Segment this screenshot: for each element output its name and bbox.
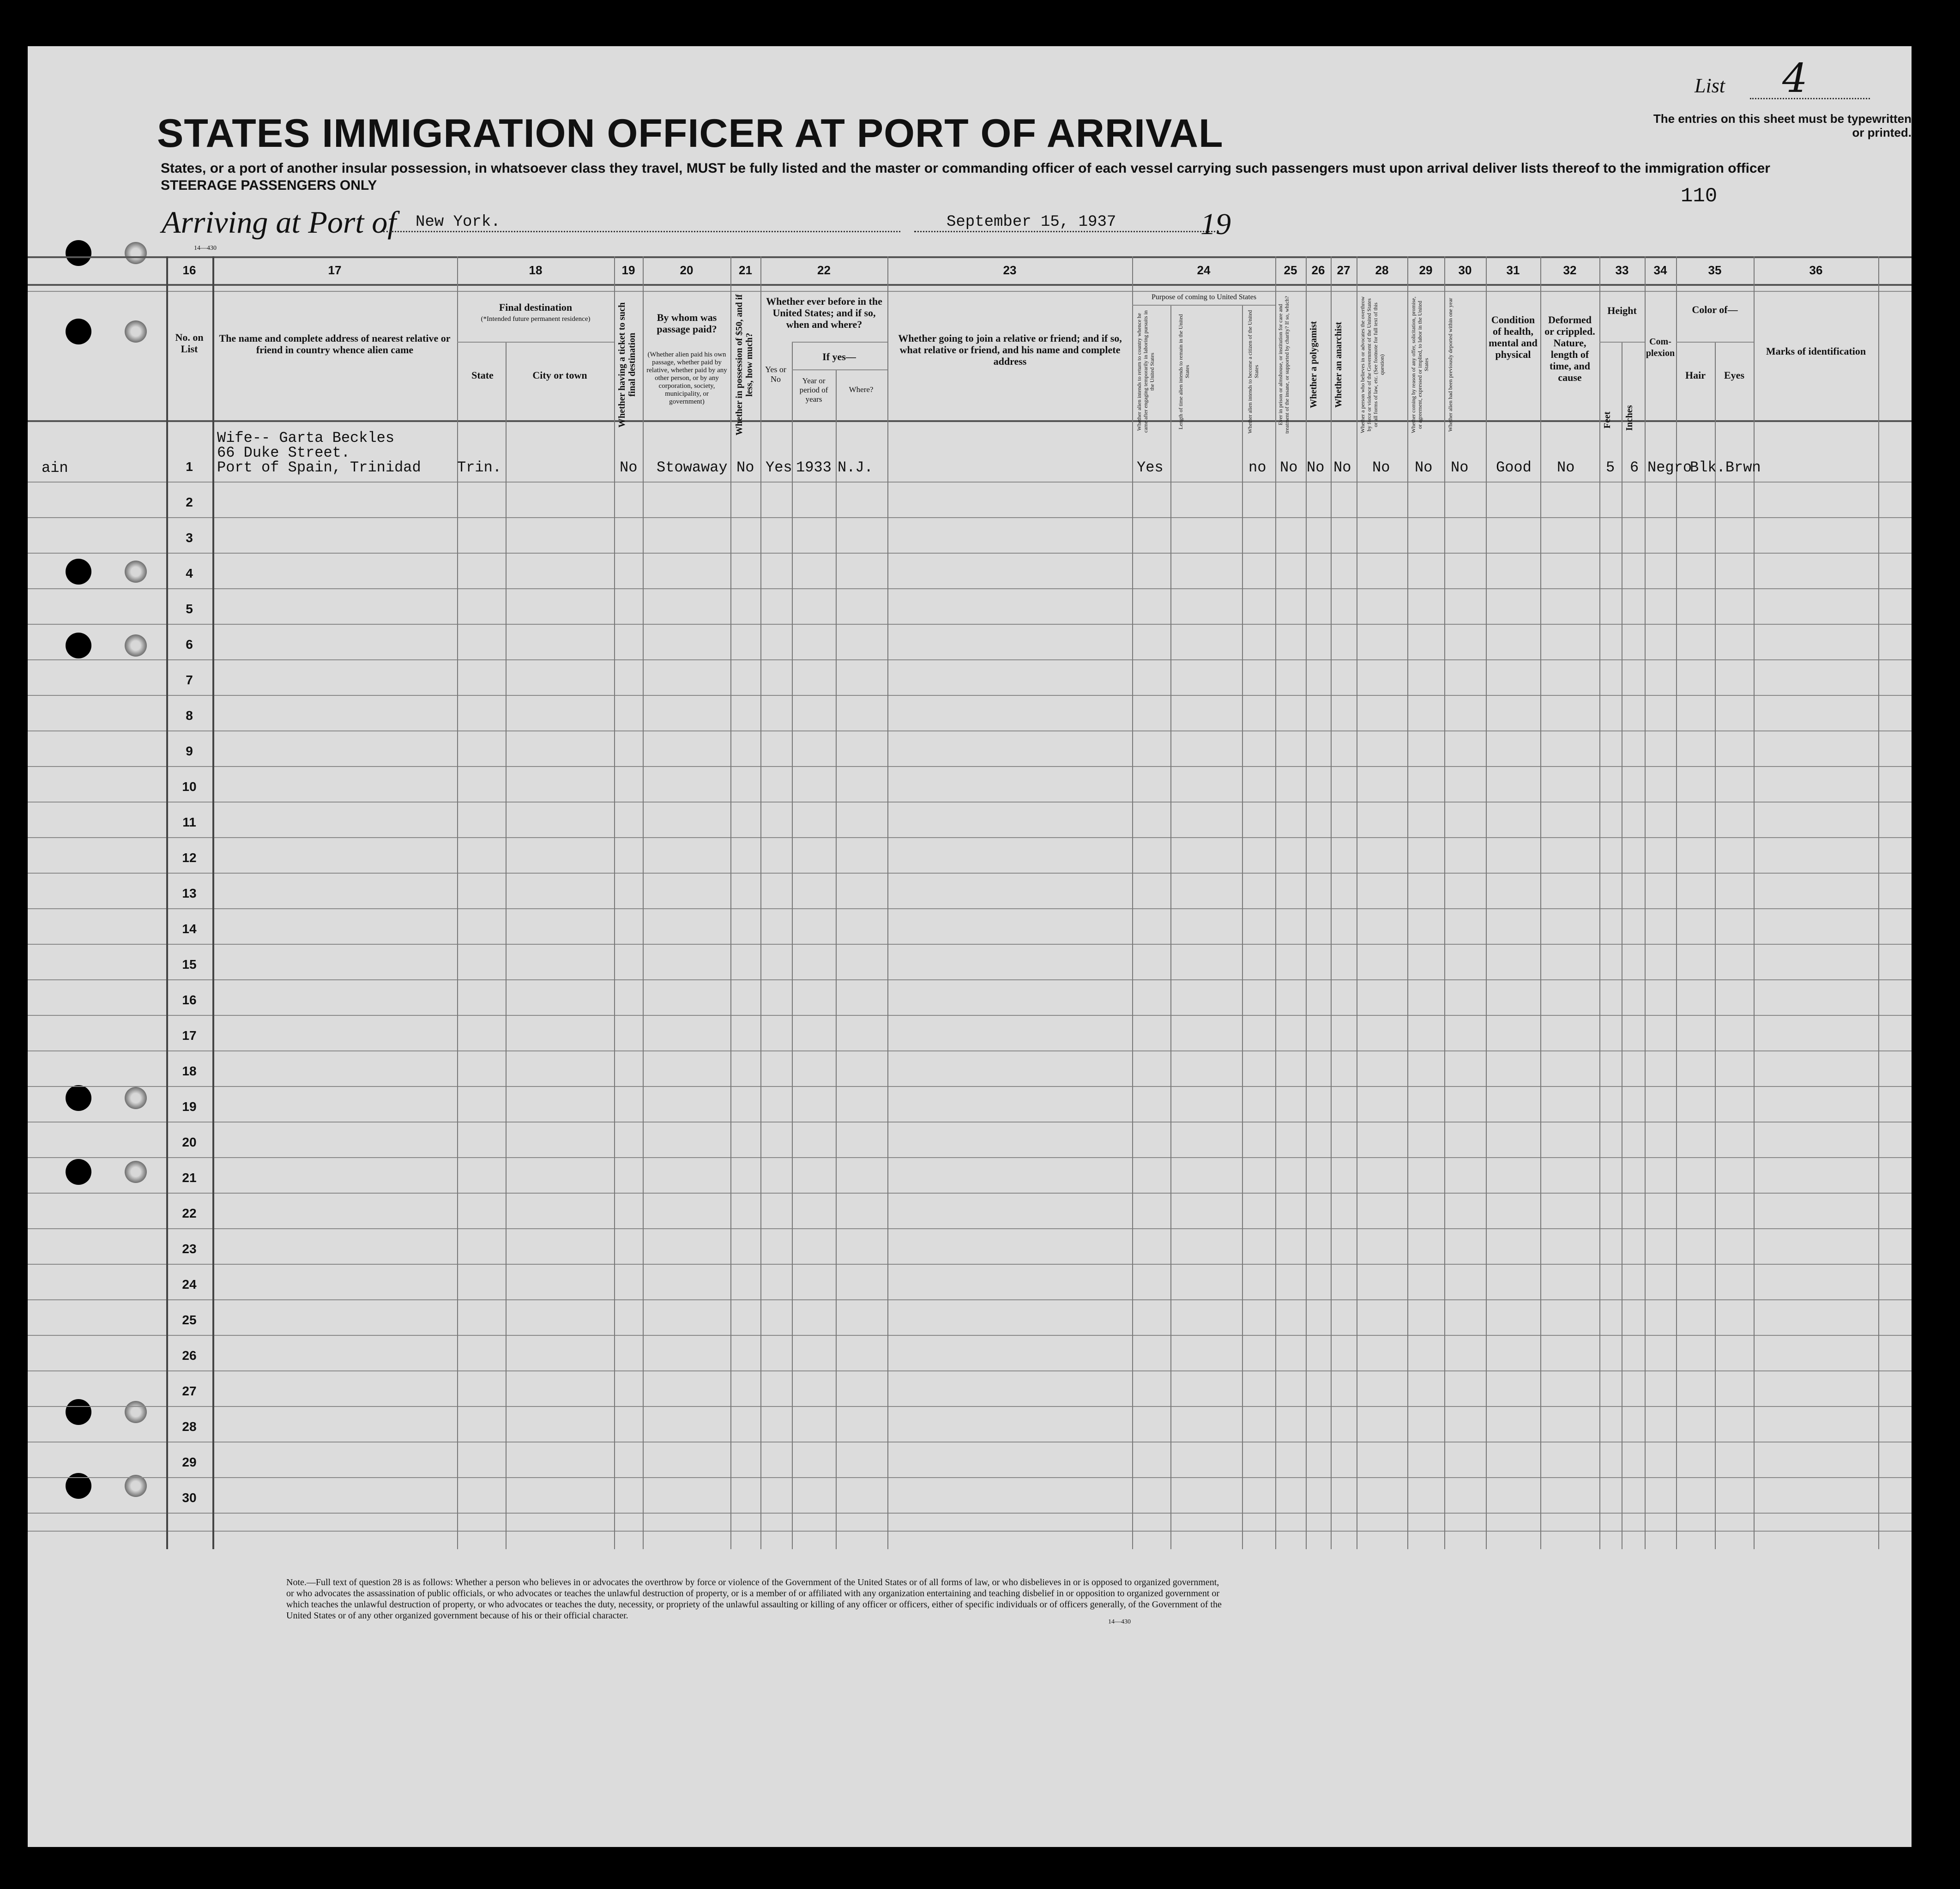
- row-number: 30: [182, 1491, 197, 1505]
- entry-relative-line3: Port of Spain, Trinidad: [217, 459, 421, 476]
- col-num-36: 36: [1809, 263, 1823, 277]
- header-final-destination-note: (*Intended future permanent residence): [481, 315, 591, 323]
- header-overthrow: Whether a person who believes in or advocates the overthrow by force or violence of the Government of the United States or all forms of law, etc. (See footnote for full text of this question): [1359, 296, 1385, 434]
- entry-citizen: no: [1248, 459, 1266, 476]
- grid-rule: [28, 1228, 1912, 1229]
- grid-rule: [887, 256, 888, 1549]
- grid-rule: [1540, 256, 1541, 1549]
- grid-rule: [28, 624, 1912, 625]
- row-number: 5: [186, 602, 193, 616]
- grid-rule: [28, 1264, 1912, 1265]
- col-num-24: 24: [1197, 263, 1211, 277]
- footnote: Note.—Full text of question 28 is as follows: Whether a person who believes in or advocates the overthrow by force or violence of the Government of the United States or of all forms of law, or who disbelieves in or is opposed to organized government, or who advocates the assassination of public officials, or who advocates or teaches the unlawful destruction of property, or is a member of or affiliated with any organization entertaining and teaching disbelief in or opposition to organized government or which teaches the unlawful destruction of property, or who advocates or teaches the duty, necessity, or propriety of the unlawful assaulting or killing of any officer or officers, either of specific individuals or of officers generally, of the Government of the United States or of any other organized government because of his or their official character.: [286, 1577, 1222, 1621]
- entry-hair-eyes: Blk.Brwn: [1690, 459, 1761, 476]
- entry-inches: 6: [1630, 459, 1639, 476]
- row-number: 19: [182, 1099, 197, 1114]
- row-number: 11: [182, 815, 196, 829]
- grid-rule: [28, 1370, 1912, 1371]
- row-number: 8: [186, 708, 193, 723]
- col-num-26: 26: [1311, 263, 1325, 277]
- entry-health: Good: [1496, 459, 1532, 476]
- header-yes-or-no: Yes or No: [765, 365, 786, 384]
- list-number: 4: [1782, 55, 1808, 102]
- grid-rule: [1486, 256, 1487, 1549]
- left-edge-fragment: ain: [42, 459, 68, 477]
- manifest-sheet: [28, 46, 1912, 1847]
- grid-rule: [614, 256, 615, 1549]
- header-offer: Whether coming by reason of any offer, solicitation, promise, or agreement, expressed or implied, to labor in the United States: [1410, 296, 1429, 433]
- grid-rule: [1275, 256, 1276, 1549]
- header-deported: Whether alien had been previously deported within one year: [1447, 298, 1453, 432]
- col-num-16: 16: [182, 263, 196, 277]
- page-title: STATES IMMIGRATION OFFICER AT PORT OF ARRIVAL: [157, 111, 1224, 156]
- col-num-17: 17: [328, 263, 342, 277]
- header-money: Whether in possession of $50, and if less, how much?: [734, 294, 754, 435]
- grid-rule: [28, 284, 1912, 286]
- grid-rule: [28, 588, 1912, 589]
- header-purpose-b: Length of time alien intends to remain in the United States: [1177, 314, 1190, 429]
- grid-rule: [28, 908, 1912, 909]
- header-feet: Feet: [1602, 411, 1612, 429]
- header-by-whom: By whom was passage paid?: [657, 312, 717, 335]
- footnote-code: 14—430: [1108, 1618, 1131, 1625]
- row-number: 7: [186, 673, 193, 687]
- entry-return-country: Yes: [1137, 459, 1164, 476]
- col-num-27: 27: [1337, 263, 1351, 277]
- col-num-22: 22: [817, 263, 831, 277]
- year-prefix: 19: [1200, 207, 1231, 241]
- grid-rule: [28, 695, 1912, 696]
- header-prison: Ever in prison or almshouse, or institution for care and treatment of the insane, or supported by charity? If so, which?: [1277, 296, 1290, 434]
- row-number: 6: [186, 637, 193, 652]
- header-polygamist: Whether a polygamist: [1309, 321, 1319, 409]
- grid-rule: [1754, 256, 1755, 1549]
- grid-rule: [1132, 305, 1275, 306]
- header-inches: Inches: [1624, 405, 1634, 431]
- header-complexion: Com-plexion: [1646, 337, 1675, 358]
- header-state: State: [471, 369, 494, 381]
- col-num-31: 31: [1506, 263, 1520, 277]
- col-num-18: 18: [529, 263, 543, 277]
- entry-year: 1933: [796, 459, 832, 476]
- header-eyes: Eyes: [1724, 369, 1744, 381]
- header-if-yes: If yes—: [822, 351, 856, 362]
- col-num-30: 30: [1458, 263, 1472, 277]
- row-number: 25: [182, 1313, 197, 1327]
- entry-polygamist: No: [1307, 459, 1325, 476]
- grid-rule: [457, 342, 614, 343]
- row-number: 12: [182, 851, 197, 865]
- header-marks: Marks of identification: [1766, 345, 1866, 357]
- grid-rule: [166, 256, 168, 1549]
- row-number: 13: [182, 886, 197, 900]
- header-where: Where?: [849, 385, 874, 394]
- entry-state: Trin.: [457, 459, 502, 476]
- grid-rule: [28, 873, 1912, 874]
- grid-rule: [28, 659, 1912, 660]
- entry-anarchist: No: [1333, 459, 1351, 476]
- header-height: Height: [1607, 305, 1637, 316]
- grid-rule: [28, 1157, 1912, 1158]
- row-number: 16: [182, 993, 197, 1007]
- entry-where: N.J.: [838, 459, 873, 476]
- grid-rule: [1599, 256, 1600, 1549]
- grid-rule: [28, 1086, 1912, 1087]
- grid-rule: [760, 256, 761, 1549]
- grid-rule: [28, 766, 1912, 767]
- header-join-relative: Whether going to join a relative or friend; and if so, what relative or friend, and his name and complete address: [898, 332, 1122, 367]
- grid-rule: [1444, 256, 1445, 1549]
- col-num-25: 25: [1284, 263, 1297, 277]
- grid-rule: [730, 256, 731, 1549]
- grid-rule: [1645, 256, 1646, 1549]
- grid-rule: [28, 802, 1912, 803]
- entry-relative-line2: 66 Duke Street.: [217, 444, 350, 461]
- entries-note: The entries on this sheet must be typewritten or printed.: [1653, 112, 1912, 139]
- row-number: 4: [186, 566, 193, 580]
- col-num-34: 34: [1653, 263, 1667, 277]
- header-deformed: Deformed or crippled. Nature, length of time, and cause: [1544, 314, 1595, 383]
- header-ticket: Whether having a ticket to such final destination: [617, 302, 637, 428]
- entry-relative-line1: Wife-- Garta Beckles: [217, 429, 395, 447]
- port-value: New York.: [416, 213, 501, 231]
- grid-rule: [28, 256, 1912, 258]
- grid-rule: [28, 517, 1912, 518]
- grid-rule: [28, 1193, 1912, 1194]
- col-num-28: 28: [1375, 263, 1389, 277]
- grid-rule: [1715, 342, 1716, 1549]
- grid-rule: [28, 1122, 1912, 1123]
- grid-rule: [28, 1050, 1912, 1051]
- row-number: 29: [182, 1455, 197, 1469]
- header-instructions: States, or a port of another insular possession, in whatsoever class they travel, MUST be fully listed and the master or commanding officer of each vessel carrying such passengers must upon arrival deliver lists thereof to the immigration officer: [161, 161, 1770, 176]
- header-hair: Hair: [1685, 369, 1706, 381]
- grid-rule: [1676, 256, 1677, 1549]
- grid-rule: [28, 482, 1912, 483]
- grid-rule: [28, 1513, 1912, 1514]
- entry-feet: 5: [1606, 459, 1615, 476]
- col-num-32: 32: [1563, 263, 1577, 277]
- header-relative: The name and complete address of nearest relative or friend in country whence alien came: [219, 332, 451, 356]
- grid-rule: [28, 1299, 1912, 1300]
- col-num-21: 21: [739, 263, 752, 277]
- grid-rule: [28, 553, 1912, 554]
- steerage-label: STEERAGE PASSENGERS ONLY: [161, 178, 377, 193]
- grid-rule: [643, 256, 644, 1549]
- row-number: 21: [182, 1171, 197, 1185]
- row-number: 22: [182, 1206, 197, 1220]
- header-by-whom-note: (Whether alien paid his own passage, whether paid by relative, whether paid by any other person, or by any corporation, society, municipality, or government): [646, 351, 727, 405]
- grid-rule: [836, 369, 837, 1549]
- grid-rule: [1407, 256, 1408, 1549]
- arriving-label: Arriving at Port of: [162, 205, 397, 240]
- grid-rule: [792, 342, 887, 343]
- grid-rule: [1242, 305, 1243, 1549]
- row-number: 23: [182, 1242, 197, 1256]
- col-num-33: 33: [1615, 263, 1629, 277]
- row-number: 17: [182, 1028, 197, 1043]
- row-number: 15: [182, 957, 197, 972]
- grid-rule: [28, 979, 1912, 980]
- entry-paid-by: Stowaway: [657, 459, 728, 476]
- header-city: City or town: [532, 369, 587, 381]
- grid-rule: [28, 1477, 1912, 1478]
- grid-rule: [28, 730, 1912, 731]
- row-number: 26: [182, 1348, 197, 1363]
- grid-rule: [457, 256, 458, 1549]
- grid-rule: [506, 342, 507, 1549]
- col-num-23: 23: [1003, 263, 1017, 277]
- row-number: 14: [182, 922, 197, 936]
- row-number: 1: [186, 459, 193, 474]
- header-purpose: Purpose of coming to United States: [1151, 293, 1257, 301]
- form-code-top: 14—430: [194, 245, 217, 252]
- grid-rule: [1599, 342, 1645, 343]
- grid-rule: [792, 342, 793, 1549]
- entry-money: No: [736, 459, 754, 476]
- entry-ticket: No: [620, 459, 638, 476]
- col-num-20: 20: [680, 263, 694, 277]
- date-value: September 15, 1937: [947, 213, 1116, 231]
- header-health: Condition of health, mental and physical: [1489, 314, 1538, 360]
- row-number: 10: [182, 779, 197, 794]
- row-number: 18: [182, 1064, 197, 1078]
- header-anarchist: Whether an anarchist: [1333, 322, 1344, 408]
- header-ever-before: Whether ever before in the United States; and if so, when and where?: [766, 296, 882, 330]
- header-color-of: Color of—: [1692, 304, 1738, 315]
- row-number: 20: [182, 1135, 197, 1149]
- entry-ever-before: Yes: [766, 459, 792, 476]
- grid-rule: [1132, 256, 1133, 1549]
- row-number: 3: [186, 531, 193, 545]
- grid-rule: [28, 1015, 1912, 1016]
- header-final-destination: Final destination: [499, 302, 573, 313]
- grid-rule: [1306, 256, 1307, 1549]
- row-number: 2: [186, 495, 193, 509]
- col-num-19: 19: [621, 263, 635, 277]
- grid-rule: [28, 1406, 1912, 1407]
- grid-rule: [212, 256, 214, 1549]
- grid-rule: [28, 291, 1912, 292]
- row-number: 24: [182, 1277, 197, 1292]
- col-num-35: 35: [1708, 263, 1722, 277]
- grid-rule: [28, 837, 1912, 838]
- stamp-number: 110: [1681, 185, 1718, 208]
- entry-complexion: Negro: [1647, 459, 1692, 476]
- grid-rule: [28, 1531, 1912, 1532]
- grid-rule: [1170, 305, 1171, 1549]
- row-number: 27: [182, 1384, 197, 1398]
- col-num-29: 29: [1419, 263, 1433, 277]
- entry-deported: No: [1451, 459, 1469, 476]
- row-number: 9: [186, 744, 193, 758]
- grid-rule: [28, 944, 1912, 945]
- entry-offer: No: [1415, 459, 1433, 476]
- list-label: List: [1695, 74, 1725, 97]
- header-no-on-list: No. on List: [175, 332, 204, 355]
- grid-rule: [1331, 256, 1332, 1549]
- entry-overthrow: No: [1372, 459, 1390, 476]
- entry-prison: No: [1280, 459, 1298, 476]
- entry-deformed: No: [1557, 459, 1575, 476]
- grid-rule: [792, 369, 887, 370]
- grid-rule: [28, 1335, 1912, 1336]
- header-purpose-c: Whether alien intends to become a citizen of the United States: [1247, 310, 1260, 434]
- grid-rule: [1878, 256, 1879, 1549]
- row-number: 28: [182, 1419, 197, 1434]
- grid-rule: [1676, 342, 1754, 343]
- header-purpose-a: Whether alien intends to return to country whence he came after engaging temporarily in laboring pursuits in the United States: [1136, 310, 1155, 433]
- header-year-period: Year or period of years: [799, 376, 828, 404]
